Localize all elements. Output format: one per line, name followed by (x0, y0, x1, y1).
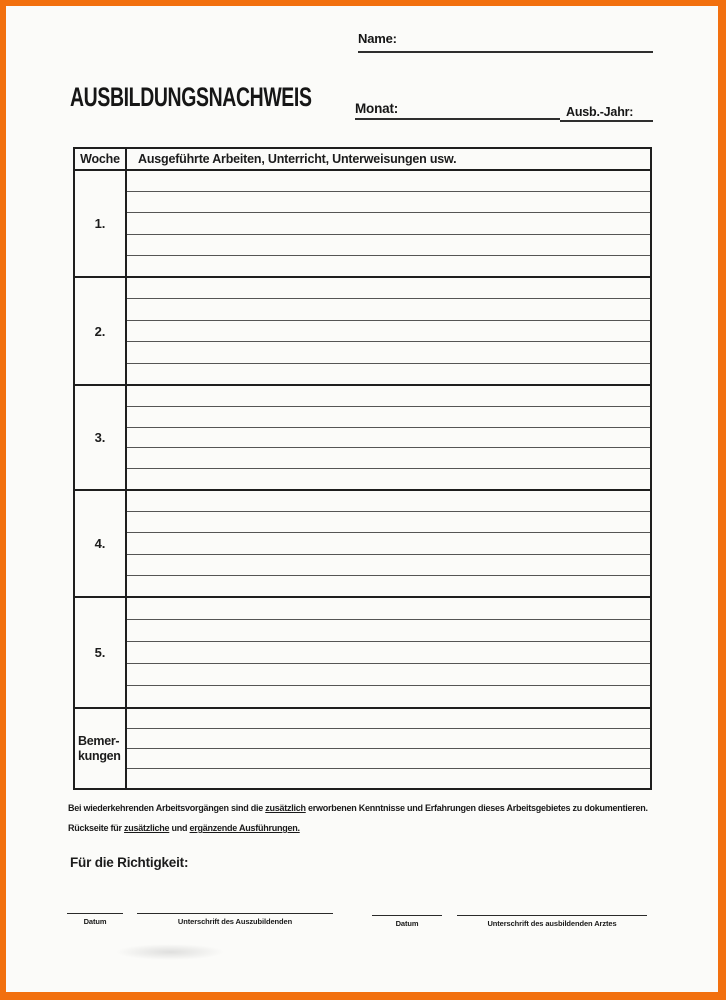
remarks-label: Bemer- kungen (78, 733, 121, 763)
week-section-2 (75, 278, 650, 386)
entry-line (127, 386, 650, 407)
entry-line (127, 428, 650, 449)
signature-label: Unterschrift des ausbildenden Arztes (487, 919, 617, 928)
entry-line (127, 364, 650, 384)
entry-line (127, 555, 650, 576)
signature-trainee (137, 913, 333, 926)
entry-line (127, 729, 650, 749)
week-section-4 (75, 491, 650, 598)
entry-line (127, 192, 650, 213)
signature-trainer (457, 915, 647, 928)
entry-line (127, 171, 650, 192)
week-number-5: 5. (94, 645, 106, 660)
entry-line (127, 709, 650, 729)
entry-line (127, 256, 650, 276)
week-section-5 (75, 598, 650, 709)
entry-lines-week-1 (127, 171, 650, 276)
entry-line (127, 235, 650, 256)
underlined-term: zusätzlich (265, 803, 306, 813)
signature-date-trainee (67, 913, 123, 926)
table-header-row (75, 149, 650, 171)
week-number-4: 4. (94, 536, 106, 551)
entry-line (127, 620, 650, 642)
week-number-1: 1. (94, 216, 106, 231)
week-section-3 (75, 386, 650, 491)
remarks-section (75, 709, 650, 788)
entry-line (127, 533, 650, 554)
entry-line (127, 469, 650, 489)
week-column-header: Woche (75, 149, 127, 169)
entry-line (127, 769, 650, 788)
training-year-field-line (560, 120, 653, 122)
entry-line (127, 213, 650, 234)
note-back-page: Rückseite für zusätzliche und ergänzende Ausführungen. (68, 823, 300, 833)
entry-line (127, 512, 650, 533)
entry-line (127, 749, 650, 769)
entry-lines-week-5 (127, 598, 650, 707)
entry-line (127, 299, 650, 320)
week-number-3: 3. (94, 430, 106, 445)
month-field-line (355, 118, 560, 120)
entry-lines-week-3 (127, 386, 650, 489)
entry-line (127, 491, 650, 512)
entry-line (127, 407, 650, 428)
entry-line (127, 278, 650, 299)
scan-smudge (116, 944, 224, 960)
weekly-training-table (73, 147, 652, 790)
entry-line (127, 686, 650, 707)
month-field-label: Monat: (355, 101, 399, 116)
signature-label: Datum (83, 917, 107, 926)
underlined-term: zusätzliche (124, 823, 170, 833)
entry-line (127, 664, 650, 686)
entry-line (127, 321, 650, 342)
paper-sheet (6, 6, 718, 992)
entry-line (127, 448, 650, 469)
entry-line (127, 342, 650, 363)
entry-line (127, 598, 650, 620)
entry-line (127, 642, 650, 664)
work-column-header: Ausgeführte Arbeiten, Unterricht, Unterweisungen usw. (138, 152, 457, 166)
entry-lines-week-4 (127, 491, 650, 596)
entry-line (127, 576, 650, 596)
note-repeating-tasks: Bei wiederkehrenden Arbeitsvorgängen sind die zusätzlich erworbenen Kenntnisse und Erfahrungen dieses Arbeitsgebietes zu dokumentieren. (68, 803, 648, 813)
signature-label: Datum (395, 919, 419, 928)
signature-label: Unterschrift des Auszubildenden (177, 917, 293, 926)
name-field-line (358, 51, 653, 53)
training-year-field-label: Ausb.-Jahr: (566, 105, 634, 119)
form-title: AUSBILDUNGSNACHWEIS (70, 82, 312, 112)
entry-lines-week-2 (127, 278, 650, 384)
name-field-label: Name: (358, 31, 397, 46)
correctness-label: Für die Richtigkeit: (70, 855, 189, 870)
signature-date-trainer (372, 915, 442, 928)
week-number-2: 2. (94, 323, 106, 339)
underlined-term: ergänzende Ausführungen. (189, 823, 300, 833)
week-section-1 (75, 171, 650, 278)
entry-lines-remarks (127, 709, 650, 788)
